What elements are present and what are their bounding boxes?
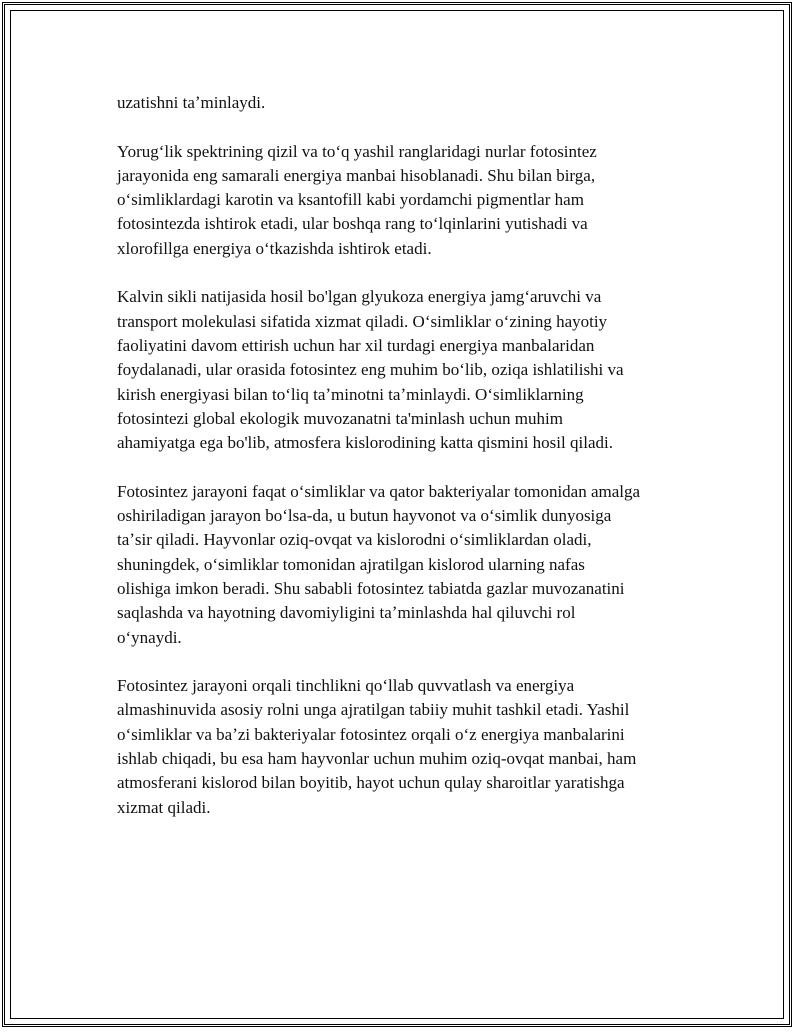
text-line: olishiga imkon beradi. Shu sababli fotosintez tabiatda gazlar muvozanatini: [117, 578, 625, 598]
text-line: Yorugʻlik spektrining qizil va toʻq yashil ranglaridagi nurlar fotosintez: [117, 141, 597, 161]
text-line: almashinuvida asosiy rolni unga ajratilgan tabiiy muhit tashkil etadi. Yashil: [117, 700, 630, 720]
text-line: oshiriladigan jarayon boʻlsa-da, u butun hayvonot va oʻsimlik dunyosiga: [117, 506, 612, 526]
text-line: taʼsir qiladi. Hayvonlar oziq-ovqat va kislorodni oʻsimliklardan oladi,: [117, 530, 592, 550]
text-line: oʻynaydi.: [117, 627, 182, 647]
paragraph-4: [117, 480, 707, 650]
text-line: xlorofillga energiya oʻtkazishda ishtirok etadi.: [117, 238, 432, 258]
paragraph-5: [117, 674, 707, 820]
text-line: fotosintezi global ekologik muvozanatni ta'minlash uchun muhim: [117, 408, 563, 428]
paragraph-1: [117, 91, 707, 115]
text-line: kirish energiyasi bilan toʻliq taʼminotni taʼminlaydi. Oʻsimliklarning: [117, 384, 584, 404]
text-line: shuningdek, oʻsimliklar tomonidan ajratilgan kislorod ularning nafas: [117, 554, 585, 574]
text-line: Fotosintez jarayoni orqali tinchlikni qoʻllab quvvatlash va energiya: [117, 676, 575, 696]
text-line: fotosintezda ishtirok etadi, ular boshqa rang toʻlqinlarini yutishadi va: [117, 214, 588, 234]
text-line: ahamiyatga ega bo'lib, atmosfera kislorodining katta qismini hosil qiladi.: [117, 433, 613, 453]
text-line: oʻsimliklardagi karotin va ksantofill kabi yordamchi pigmentlar ham: [117, 190, 584, 210]
paragraph-2: [117, 140, 707, 261]
text-line: oʻsimliklar va baʼzi bakteriyalar fotosintez orqali oʻz energiya manbalarini: [117, 724, 625, 744]
text-line: foydalanadi, ular orasida fotosintez eng muhim boʻlib, oziqa ishlatilishi va: [117, 360, 624, 380]
paragraph-3: [117, 285, 707, 455]
text-line: xizmat qiladi.: [117, 797, 211, 817]
text-line: Kalvin sikli natijasida hosil bo'lgan glyukoza energiya jamgʻaruvchi va: [117, 287, 602, 307]
text-line: atmosferani kislorod bilan boyitib, hayot uchun qulay sharoitlar yaratishga: [117, 773, 625, 793]
text-line: transport molekulasi sifatida xizmat qiladi. Oʻsimliklar oʻzining hayotiy: [117, 311, 608, 331]
document-body: [117, 91, 707, 844]
text-line: saqlashda va hayotning davomiyligini taʼminlashda hal qiluvchi rol: [117, 603, 576, 623]
text-line: Fotosintez jarayoni faqat oʻsimliklar va qator bakteriyalar tomonidan amalga: [117, 481, 641, 501]
text-line: uzatishni taʼminlaydi.: [117, 93, 266, 112]
text-line: ishlab chiqadi, bu esa ham hayvonlar uchun muhim oziq-ovqat manbai, ham: [117, 749, 637, 769]
text-line: faoliyatini davom ettirish uchun har xil turdagi energiya manbalaridan: [117, 335, 595, 355]
text-line: jarayonida eng samarali energiya manbai hisoblanadi. Shu bilan birga,: [117, 165, 596, 185]
